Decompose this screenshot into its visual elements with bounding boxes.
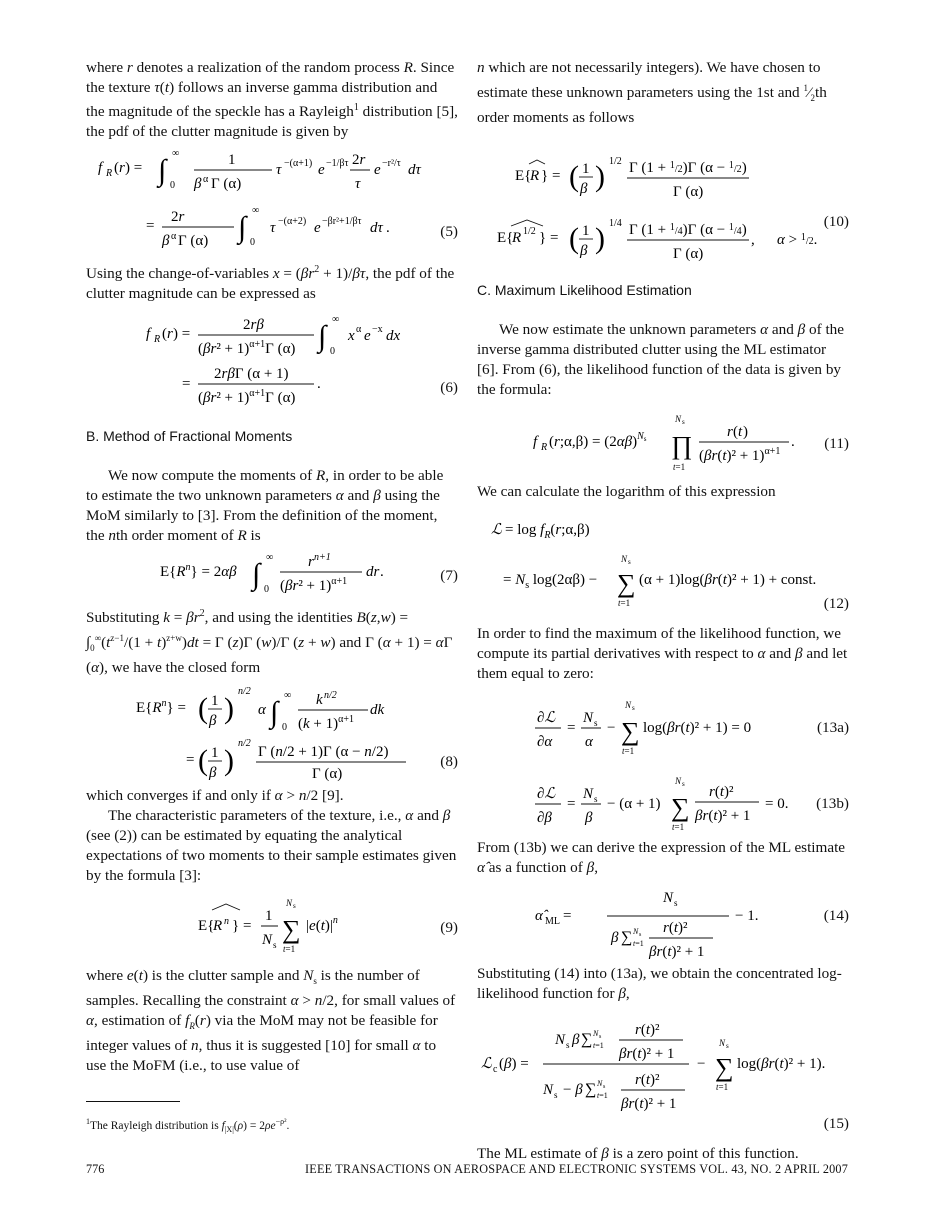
svg-text:R: R (530, 168, 540, 185)
svg-text:t=1: t=1 (622, 746, 635, 757)
paragraph-ml-zero: The ML estimate of β is a zero point of this function. (477, 1145, 799, 1163)
svg-text:β: β (611, 930, 619, 947)
svg-text:r(t)²: r(t)² (663, 920, 688, 937)
svg-text:2rβ: 2rβ (243, 317, 264, 334)
svg-text:∑: ∑ (581, 1031, 593, 1049)
svg-text:− (α + 1): − (α + 1) (607, 796, 661, 813)
svg-text:|e(t)|n: $|e(t)|^n$ (306, 915, 338, 935)
svg-text:0: 0 (282, 722, 287, 734)
svg-text:log(βr(t)² + 1) = 0: log(βr(t)² + 1) = 0 (643, 720, 752, 737)
svg-text:2r: 2r (352, 152, 366, 169)
svg-text:E{Rn} =: $E\{R^n\}$ = (136, 698, 186, 717)
svg-text:e: e (318, 162, 325, 179)
svg-text:βr(t)² + 1: βr(t)² + 1 (649, 944, 705, 961)
svg-text:s: s (293, 902, 296, 911)
svg-text:(: ( (114, 160, 119, 177)
svg-text:ML: ML (545, 916, 560, 928)
svg-text:s: s (632, 704, 635, 713)
svg-text:(βr(t)² + 1)α+1: $(\beta r(t)^2 + 1)^{\alpha+1}$ (699, 446, 781, 465)
svg-text:Γ (n/2 + 1)Γ (α − n/2): Γ (n/2 + 1)Γ (α − n/2) (258, 744, 389, 761)
svg-text:0: 0 (330, 346, 335, 358)
svg-text:.: . (380, 564, 384, 581)
equation-number: (5) (440, 223, 458, 241)
svg-text:N: N (663, 890, 674, 907)
svg-text:r: r (167, 326, 173, 343)
svg-text:f: f (146, 326, 151, 343)
svg-text:n/2: n/2 (324, 690, 337, 702)
svg-text:r: r (119, 160, 125, 177)
svg-text:n/2: n/2 (238, 686, 251, 698)
svg-text:dτ: dτ (370, 220, 383, 237)
svg-text:N: N (286, 898, 293, 909)
svg-text:s: s (628, 558, 631, 567)
svg-text:β: β (585, 810, 593, 827)
svg-text:t=1: t=1 (593, 1041, 604, 1051)
svg-text:} =: } = (541, 168, 561, 185)
svg-text:N: N (621, 554, 628, 565)
svg-text:∫: ∫ (252, 558, 261, 592)
equation-14 (477, 878, 849, 960)
equation-8 (86, 678, 458, 782)
svg-text:N: N (555, 1032, 566, 1049)
svg-text:x: x (348, 328, 355, 345)
svg-text:∂α: ∂α (537, 734, 553, 751)
equation-number: (9) (440, 919, 458, 937)
paragraph-from-13b: From (13b) we can derive the expression of the ML estimate α̂ as a function of β, (477, 839, 846, 877)
svg-text:R: R (512, 230, 522, 247)
svg-text:=: = (567, 720, 576, 737)
svg-text:N: N (262, 932, 273, 949)
equation-10 (477, 128, 849, 262)
section-heading-b: B. Method of Fractional Moments (86, 428, 293, 445)
svg-text:t=1: t=1 (283, 944, 296, 955)
svg-text:c: c (493, 1064, 498, 1076)
svg-text:α: α (585, 734, 593, 751)
svg-text:): ) (224, 692, 234, 726)
footnote: $^1$The Rayleigh distribution is $f_{|X|}(\rho) = 2\rho e^{-\rho^2}$. (86, 1117, 290, 1135)
svg-text:dx: dx (386, 328, 401, 345)
svg-text:=: = (182, 376, 191, 393)
svg-text:e: e (364, 328, 371, 345)
equation-12 (477, 502, 849, 616)
svg-text:n+1: n+1 (314, 552, 331, 564)
svg-text:βr(t)² + 1: βr(t)² + 1 (695, 808, 751, 825)
equation-11 (477, 400, 849, 480)
svg-text:(βr² + 1)α+1: $(\beta r^2 + 1)^{\alpha+1}$ (280, 576, 348, 595)
svg-text:r(t)²: r(t)² (709, 784, 734, 801)
paragraph-substituting: Substituting $k = \beta r^2$, and using the identities $B(z,w) = \int_0^\infty(t^{z-1}/(1 + t)^{z+w})dt = \Gamma$ (z)Γ (w)/Γ (z + w) and Γ (α + 1) = αΓ (α), we have the closed form (86, 608, 453, 677)
svg-text:N: N (597, 1079, 603, 1089)
svg-text:− β: − β (563, 1082, 583, 1099)
svg-text:(βr² + 1)α+1Γ (α): $(\beta r^2 + 1)^{\alpha+1}\Gamma$ (α) (198, 339, 296, 358)
svg-text:1/4: 1/4 (609, 218, 622, 230)
equation-number: (10) (823, 213, 849, 231)
svg-text:2r: 2r (171, 209, 185, 226)
svg-text:=: = (563, 908, 572, 925)
paragraph-chosen: n which are not necessarily integers). We have chosen to estimate these unknown parameters using the 1st and $^1⁄_2th$ order moments as follows (477, 59, 827, 127)
svg-text:): ) (224, 744, 234, 778)
svg-text:β: β (162, 233, 170, 250)
svg-text:.: . (317, 376, 321, 393)
svg-text:E{: E{ (497, 230, 514, 247)
svg-text:∑: ∑ (282, 915, 301, 945)
svg-text:∫: ∫ (158, 154, 167, 188)
svg-text:α: α (356, 324, 362, 336)
svg-text:r(t)²: r(t)² (635, 1022, 660, 1039)
svg-text:−x: −x (372, 324, 383, 336)
svg-text:1: 1 (211, 745, 219, 762)
svg-text:Γ (1 + 1/4)Γ (α − 1/4): Γ (1 + $^1_{/4}$)Γ (α − $^1_{/4}$) (629, 222, 747, 239)
svg-text:(: ( (198, 744, 208, 778)
svg-text:n: n (224, 916, 229, 928)
svg-text:2rβΓ (α + 1): 2rβΓ (α + 1) (214, 366, 289, 383)
svg-text:1/2: 1/2 (609, 156, 622, 168)
svg-text:t: t (738, 424, 743, 441)
svg-text:s: s (566, 1040, 570, 1051)
svg-text:=: = (567, 796, 576, 813)
svg-text:t=1: t=1 (672, 822, 685, 833)
svg-text:s: s (674, 898, 678, 909)
equation-6 (86, 304, 458, 407)
svg-text:= log fR(r;α,β): = $\log f_R(r;\alpha,\beta)$ (505, 522, 590, 542)
svg-text:n/2: n/2 (238, 738, 251, 750)
svg-text:N: N (675, 414, 682, 425)
svg-text:∑: ∑ (585, 1081, 597, 1099)
svg-text:Γ (1 + 1/2)Γ (α − 1/2): Γ (1 + $^1_{/2}$)Γ (α − $^1_{/2}$) (629, 160, 747, 177)
svg-text:− 1.: − 1. (735, 908, 759, 925)
svg-text:ℒ: ℒ (481, 1056, 492, 1073)
svg-text:N: N (675, 776, 682, 787)
svg-text:s: s (594, 718, 598, 729)
page-number: 776 (86, 1162, 105, 1176)
equation-number: (13a) (816, 719, 849, 737)
svg-text:r: r (308, 554, 314, 571)
svg-text:∑: ∑ (715, 1053, 734, 1083)
equation-number: (7) (440, 567, 458, 585)
svg-text:−: − (607, 720, 616, 737)
svg-text:} =: } = (232, 918, 252, 935)
svg-text:1: 1 (228, 152, 236, 169)
svg-text:Γ (α): Γ (α) (673, 184, 704, 201)
svg-text:(: ( (198, 692, 208, 726)
svg-text:s: s (682, 780, 685, 789)
equation-number: (6) (440, 379, 458, 397)
svg-text:1: 1 (265, 908, 273, 925)
svg-text:1/2: 1/2 (523, 226, 536, 238)
svg-text:(: ( (569, 222, 579, 256)
svg-text:1: 1 (582, 161, 590, 178)
svg-text:N: N (583, 710, 594, 727)
svg-text:s: s (639, 932, 642, 939)
svg-text:α̂: α̂ (535, 908, 543, 925)
section-heading-c: C. Maximum Likelihood Estimation (477, 282, 692, 299)
svg-text:): ) (595, 222, 605, 256)
svg-text:α: α (171, 231, 177, 243)
svg-text:) =: ) = (173, 326, 191, 343)
svg-text:β: β (209, 713, 217, 730)
svg-text:.: . (791, 434, 795, 451)
svg-text:−(α+1): −(α+1) (284, 158, 313, 170)
svg-text:s: s (273, 940, 277, 951)
svg-text:β: β (209, 765, 217, 782)
svg-text:dτ: dτ (408, 162, 421, 179)
svg-text:N: N (633, 927, 639, 937)
svg-text:r(t)²: r(t)² (635, 1072, 660, 1089)
svg-text:Γ (α): Γ (α) (211, 176, 242, 193)
svg-text:1: 1 (582, 223, 590, 240)
svg-text:(k + 1)α+1: $(k + 1)^{\alpha+1}$ (298, 714, 355, 733)
svg-text:=: = (146, 218, 155, 235)
svg-text:} =: } = (539, 230, 559, 247)
svg-text:(β) =: (β) = (499, 1056, 529, 1073)
equation-7 (86, 546, 458, 600)
equation-number: (8) (440, 753, 458, 771)
svg-text:∞: ∞ (252, 205, 260, 217)
svg-text:−: − (697, 1056, 706, 1073)
svg-text:α > 1/2.: α > $^1_{/2}$. (777, 232, 818, 249)
svg-text:): ) (595, 160, 605, 194)
svg-text:∏: ∏ (671, 431, 693, 461)
equation-13 (477, 684, 849, 832)
svg-text:E{: E{ (515, 168, 532, 185)
svg-text:Γ (α): Γ (α) (312, 766, 343, 783)
svg-text:β: β (580, 243, 588, 260)
svg-text:,: , (751, 232, 755, 249)
paragraph-change-variables: Using the change-of-variables $x = (\beta r^2 + 1)/\beta\tau$, the pdf of the clutter magnitude can be expressed as (86, 264, 455, 303)
svg-text:(r;α,β) = (2αβ)Ns: (r;α,β) = $(2\alpha\beta)^Ns$ (549, 431, 647, 451)
svg-text:s: s (599, 1034, 602, 1041)
svg-text:) =: ) = (125, 160, 143, 177)
svg-text:∂ℒ: ∂ℒ (537, 710, 556, 727)
svg-text:(: ( (162, 326, 167, 343)
svg-text:N: N (719, 1038, 726, 1049)
svg-text:α: α (203, 174, 209, 186)
svg-text:= Ns log(2αβ) −: = $N_s$ log(2αβ) − (503, 572, 598, 592)
equation-number: (14) (823, 907, 849, 925)
left-column (86, 58, 458, 1076)
svg-text:s: s (603, 1084, 606, 1091)
svg-text:E{: E{ (198, 918, 215, 935)
svg-text:1: 1 (211, 693, 219, 710)
paragraph-converges: which converges if and only if α > n/2 [9]. (86, 787, 344, 805)
svg-text:t=1: t=1 (716, 1082, 729, 1093)
svg-text:R: R (106, 168, 113, 180)
svg-text:= 0.: = 0. (765, 796, 789, 813)
svg-text:−1/βτ: −1/βτ (326, 158, 349, 170)
svg-text:N: N (543, 1082, 554, 1099)
svg-text:f: f (533, 434, 538, 451)
svg-text:dr: dr (366, 564, 380, 581)
svg-text:=: = (186, 752, 195, 769)
svg-text:E{Rn} = 2αβ: $E\{R^n\} = 2\alpha\beta$ (160, 562, 237, 581)
svg-text:N: N (625, 700, 632, 711)
svg-text:∫: ∫ (270, 696, 279, 730)
svg-text:t=1: t=1 (618, 598, 631, 609)
svg-text:−βr²+1/βτ: −βr²+1/βτ (322, 216, 362, 228)
svg-text:∫: ∫ (318, 320, 327, 354)
right-column (477, 58, 849, 1164)
paragraph-clutter-sample: where e(t) is the clutter sample and $N_s$ is the number of samples. Recalling the constraint α > n/2, for small values of α, estimation of $f_R(r)$ via the MoM may not be feasible for integer values of n, thus it is suggested [10] for small α to use the MoFM (i.e., to use value of (86, 967, 456, 1075)
svg-text:∫: ∫ (238, 211, 247, 245)
svg-text:ℒ: ℒ (491, 522, 502, 539)
journal-info: IEEE TRANSACTIONS ON AEROSPACE AND ELECTRONIC SYSTEMS VOL. 43, NO. 2 APRIL 2007 (305, 1162, 848, 1176)
svg-text:∑: ∑ (617, 569, 636, 599)
svg-text:s: s (726, 1042, 729, 1051)
svg-text:Γ (α): Γ (α) (178, 233, 209, 250)
svg-text:t=1: t=1 (633, 939, 644, 949)
svg-text:R: R (213, 918, 223, 935)
svg-text:−r²/τ: −r²/τ (382, 158, 401, 170)
svg-text:τ: τ (270, 220, 276, 237)
svg-text:∑: ∑ (621, 717, 640, 747)
equation-number: (11) (824, 435, 849, 453)
paragraph-ml-estimate: We now estimate the unknown parameters α and β of the inverse gamma distributed clutter using the ML estimator [6]. From (6), the likelihood function of the data is given by the formula: (477, 321, 845, 399)
svg-text:β: β (572, 1032, 580, 1049)
svg-text:N: N (593, 1029, 599, 1039)
paragraph-logarithm: We can calculate the logarithm of this expression (477, 483, 776, 501)
svg-text:∞: ∞ (284, 690, 292, 702)
svg-text:f: f (98, 160, 103, 177)
equation-5 (86, 142, 458, 252)
svg-text:α: α (258, 702, 266, 719)
paragraph-texture: where r denotes a realization of the random process R. Since the texture τ(t) follows an inverse gamma distribution and the magnitude of the speckle has a Rayleigh$^1$ distribution [5], the pdf of the clutter magnitude is given by (86, 59, 458, 141)
svg-text:s: s (554, 1090, 558, 1101)
svg-text:dk: dk (370, 702, 385, 719)
svg-text:t=1: t=1 (673, 462, 686, 473)
equation-9 (86, 886, 458, 964)
svg-text:log(βr(t)² + 1).: log(βr(t)² + 1). (737, 1056, 826, 1073)
equation-number: (13b) (816, 795, 849, 813)
svg-text:0: 0 (264, 584, 269, 596)
svg-text:(: ( (733, 424, 738, 441)
paragraph-maximum: In order to find the maximum of the likelihood function, we compute its partial derivatives with respect to α and β and let them equal to zero: (477, 625, 848, 683)
svg-text:R: R (541, 442, 548, 454)
svg-text:t=1: t=1 (597, 1091, 608, 1101)
svg-text:τ: τ (276, 162, 282, 179)
svg-text:): ) (743, 424, 748, 441)
svg-text:∂ℒ: ∂ℒ (537, 786, 556, 803)
paragraph-moments: We now compute the moments of R, in order to be able to estimate the two unknown parameters α and β using the MoM similarly to [3]. From the definition of the moment, the nth order moment of R is (86, 467, 444, 545)
footnote-rule (86, 1101, 180, 1102)
svg-text:∑: ∑ (621, 929, 633, 947)
svg-text:∞: ∞ (266, 552, 274, 564)
svg-text:(: ( (569, 160, 579, 194)
svg-text:e: e (314, 220, 321, 237)
svg-text:β: β (194, 176, 202, 193)
svg-text:∞: ∞ (332, 314, 340, 326)
svg-text:(α + 1)log(βr(t)² + 1) + const: (α + 1)log(βr(t)² + 1) + const. (639, 572, 817, 589)
svg-text:∞: ∞ (172, 148, 180, 160)
svg-text:βr(t)² + 1: βr(t)² + 1 (619, 1046, 675, 1063)
svg-text:k: k (316, 692, 323, 709)
svg-text:βr(t)² + 1: βr(t)² + 1 (621, 1096, 677, 1113)
svg-text:β: β (580, 181, 588, 198)
svg-text:e: e (374, 162, 381, 179)
svg-text:.: . (386, 220, 390, 237)
svg-text:s: s (682, 418, 685, 427)
paragraph-substituting-14: Substituting (14) into (13a), we obtain the concentrated log-likelihood function for β, (477, 965, 842, 1003)
svg-text:N: N (583, 786, 594, 803)
svg-text:0: 0 (170, 180, 175, 192)
svg-text:∑: ∑ (671, 793, 690, 823)
svg-text:r: r (727, 424, 733, 441)
svg-text:τ: τ (355, 176, 361, 193)
paragraph-characteristic: The characteristic parameters of the texture, i.e., α and β (see (2)) can be estimated by equating the analytical expectations of two moments to their sample estimates given by the formula [3]: (86, 807, 457, 885)
equation-number: (12) (823, 595, 849, 613)
equation-15 (477, 1004, 849, 1136)
equation-number: (15) (823, 1115, 849, 1133)
svg-text:s: s (594, 794, 598, 805)
svg-text:∂β: ∂β (537, 810, 552, 827)
svg-text:(βr² + 1)α+1Γ (α): $(\beta r^2 + 1)^{\alpha+1}\Gamma$ (α) (198, 388, 296, 407)
svg-text:−(α+2): −(α+2) (278, 216, 307, 228)
svg-text:Γ (α): Γ (α) (673, 246, 704, 263)
svg-text:R: R (154, 334, 161, 346)
svg-text:0: 0 (250, 237, 255, 249)
